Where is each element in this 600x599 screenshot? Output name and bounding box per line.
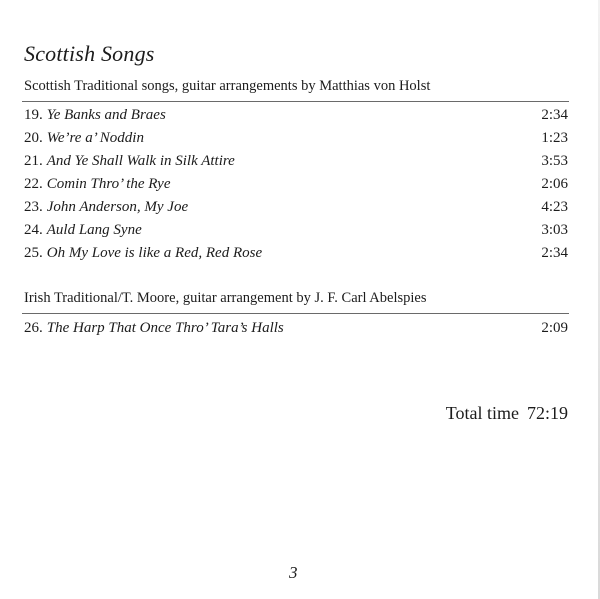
- track-number: 26.: [24, 320, 43, 336]
- group1-divider: [22, 101, 569, 102]
- track-time: 3:03: [541, 222, 568, 238]
- total-time-value: 72:19: [526, 403, 568, 423]
- track-number: 23.: [24, 199, 43, 215]
- track-time: 2:34: [541, 107, 568, 123]
- track-row: [24, 176, 568, 196]
- track-title: Comin Thro’ the Rye: [46, 176, 171, 192]
- track-number: 22.: [24, 176, 43, 192]
- page-number: 3: [289, 563, 298, 582]
- track-row: [24, 107, 568, 127]
- track-row: [24, 153, 568, 173]
- track-number: 21.: [24, 153, 43, 169]
- track-row: [24, 320, 568, 340]
- group2-divider: [22, 313, 569, 314]
- track-title: Auld Lang Syne: [46, 222, 142, 238]
- track-number: 20.: [24, 130, 43, 146]
- track-row: [24, 245, 568, 265]
- group2-subtitle: Irish Traditional/T. Moore, guitar arrangement by J. F. Carl Abelspies: [24, 290, 427, 306]
- track-time: 1:23: [541, 130, 568, 146]
- group1-subtitle: Scottish Traditional songs, guitar arrangements by Matthias von Holst: [24, 78, 431, 94]
- track-time: 2:34: [541, 245, 568, 261]
- total-time: [446, 403, 568, 424]
- track-number: 25.: [24, 245, 43, 261]
- track-title: We’re a’ Noddin: [46, 130, 144, 146]
- track-title: Oh My Love is like a Red, Red Rose: [46, 245, 263, 261]
- track-row: [24, 130, 568, 150]
- total-time-label: Total time: [445, 403, 519, 423]
- track-time: 2:06: [541, 176, 568, 192]
- track-title: John Anderson, My Joe: [46, 199, 189, 215]
- track-time: 4:23: [541, 199, 568, 215]
- track-number: 19.: [24, 107, 43, 123]
- track-number: 24.: [24, 222, 43, 238]
- track-row: [24, 222, 568, 242]
- track-title: The Harp That Once Thro’ Tara’s Halls: [46, 320, 284, 336]
- track-title: And Ye Shall Walk in Silk Attire: [46, 153, 235, 169]
- track-title: Ye Banks and Braes: [46, 107, 166, 123]
- track-time: 2:09: [541, 320, 568, 336]
- track-time: 3:53: [541, 153, 568, 169]
- track-row: [24, 199, 568, 219]
- section-title: Scottish Songs: [24, 41, 155, 66]
